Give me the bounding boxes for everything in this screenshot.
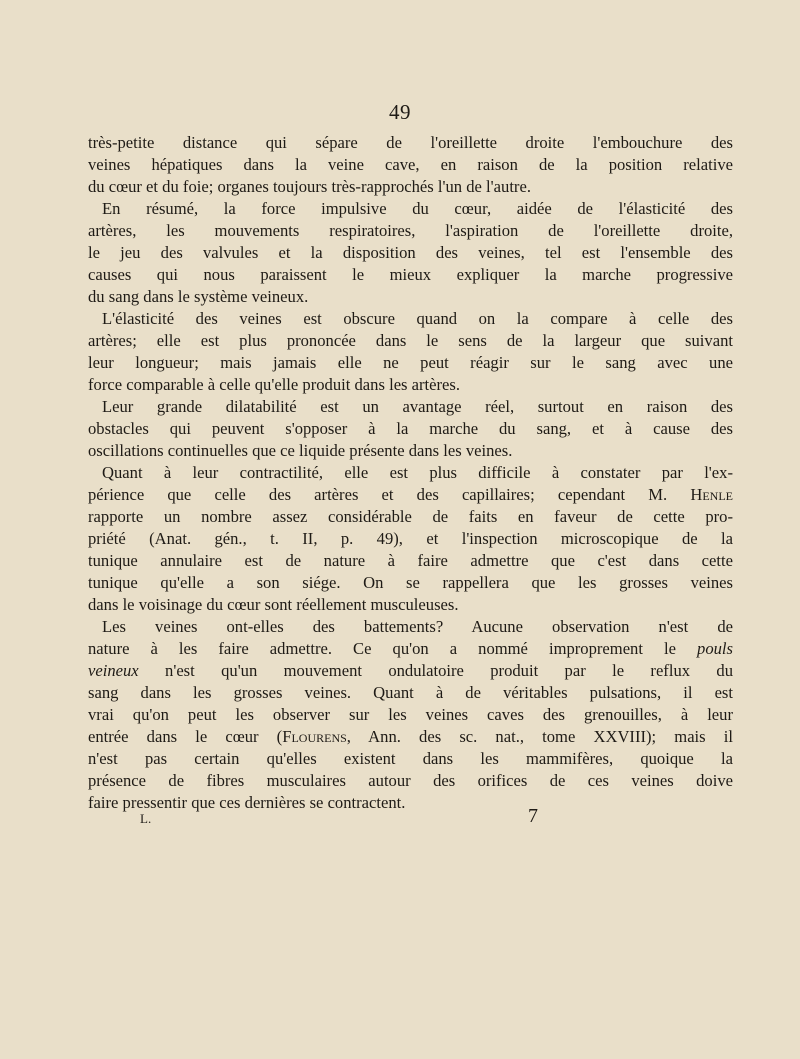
text-line xyxy=(88,572,733,594)
signature-right: 7 xyxy=(528,805,538,827)
text-segment: n'est qu'un mouvement ondulatoire produit par le reflux du xyxy=(138,661,733,680)
text-line xyxy=(88,770,733,792)
text-segment: dans le voisinage du cœur sont réellement musculeuses. xyxy=(88,595,459,614)
text-line xyxy=(88,440,733,462)
text-segment: , Ann. des sc. nat., tome XXVIII); mais il xyxy=(346,727,733,746)
text-line xyxy=(88,660,733,682)
text-segment: Henle xyxy=(690,485,733,504)
text-line xyxy=(88,132,733,154)
text-line xyxy=(88,682,733,704)
text-line xyxy=(88,748,733,770)
text-segment: priété (Anat. gén., t. II, p. 49), et l'inspection microscopique de la xyxy=(88,529,733,548)
text-segment: n'est pas certain qu'elles existent dans les mammifères, quoique la xyxy=(88,749,733,768)
text-segment: obstacles qui peuvent s'opposer à la marche du sang, et à cause des xyxy=(88,419,733,438)
text-line xyxy=(88,418,733,440)
text-segment: sang dans les grosses veines. Quant à de véritables pulsations, il est xyxy=(88,683,733,702)
signature-left: L. xyxy=(140,811,152,826)
text-line xyxy=(88,506,733,528)
text-segment: leur longueur; mais jamais elle ne peut réagir sur le sang avec une xyxy=(88,353,733,372)
text-line xyxy=(88,264,733,286)
text-segment: Leur grande dilatabilité est un avantage réel, surtout en raison des xyxy=(102,397,733,416)
text-line xyxy=(88,308,733,330)
text-line xyxy=(88,792,733,814)
text-line xyxy=(88,154,733,176)
text-segment: artères, les mouvements respiratoires, l'aspiration de l'oreillette droite, xyxy=(88,221,733,240)
text-line xyxy=(88,352,733,374)
text-line xyxy=(88,330,733,352)
text-segment: Quant à leur contractilité, elle est plus difficile à constater par l'ex- xyxy=(102,463,733,482)
text-line xyxy=(88,286,733,308)
text-line xyxy=(88,242,733,264)
text-segment: rapporte un nombre assez considérable de faits en faveur de cette pro- xyxy=(88,507,733,526)
text-line xyxy=(88,726,733,748)
text-segment: force comparable à celle qu'elle produit dans les artères. xyxy=(88,375,461,394)
text-segment: L'élasticité des veines est obscure quand on la compare à celle des xyxy=(102,309,733,328)
text-line xyxy=(88,704,733,726)
text-segment: veineux xyxy=(88,661,139,680)
text-segment: artères; elle est plus prononcée dans le sens de la largeur que suivant xyxy=(88,331,733,350)
text-line xyxy=(88,484,733,506)
text-segment: nature à les faire admettre. Ce qu'on a nommé improprement le xyxy=(88,639,698,658)
text-segment: Les veines ont-elles des battements? Aucune observation n'est de xyxy=(102,617,733,636)
text-segment: causes qui nous paraissent le mieux expliquer la marche progressive xyxy=(88,265,733,284)
text-segment: entrée dans le cœur ( xyxy=(88,727,283,746)
body-text xyxy=(88,132,733,814)
page-number: 49 xyxy=(389,100,411,124)
text-segment: tunique qu'elle a son siége. On se rappellera que les grosses veines xyxy=(88,573,733,592)
text-segment: pouls xyxy=(697,639,733,658)
text-line xyxy=(88,220,733,242)
text-segment: En résumé, la force impulsive du cœur, aidée de l'élasticité des xyxy=(102,199,733,218)
text-line xyxy=(88,528,733,550)
text-segment: veines hépatiques dans la veine cave, en raison de la position relative xyxy=(88,155,733,174)
text-segment: faire pressentir que ces dernières se contractent. xyxy=(88,793,406,812)
text-segment: Flourens xyxy=(282,727,347,746)
text-line xyxy=(88,374,733,396)
text-line xyxy=(88,198,733,220)
text-segment: très-petite distance qui sépare de l'oreillette droite l'embouchure des xyxy=(88,133,733,152)
text-segment: le jeu des valvules et la disposition des veines, tel est l'ensemble des xyxy=(88,243,733,262)
text-segment: périence que celle des artères et des capillaires; cependant M. xyxy=(88,485,691,504)
text-segment: tunique annulaire est de nature à faire admettre que c'est dans cette xyxy=(88,551,733,570)
text-line xyxy=(88,550,733,572)
text-line xyxy=(88,396,733,418)
text-line xyxy=(88,176,733,198)
text-segment: oscillations continuelles que ce liquide présente dans les veines. xyxy=(88,441,513,460)
text-segment: présence de fibres musculaires autour des orifices de ces veines doive xyxy=(88,771,733,790)
text-line xyxy=(88,616,733,638)
text-line xyxy=(88,638,733,660)
text-segment: vrai qu'on peut les observer sur les veines caves des grenouilles, à leur xyxy=(88,705,733,724)
text-line xyxy=(88,594,733,616)
text-segment: du sang dans le système veineux. xyxy=(88,287,309,306)
text-line xyxy=(88,462,733,484)
text-segment: du cœur et du foie; organes toujours très-rapprochés l'un de l'autre. xyxy=(88,177,531,196)
